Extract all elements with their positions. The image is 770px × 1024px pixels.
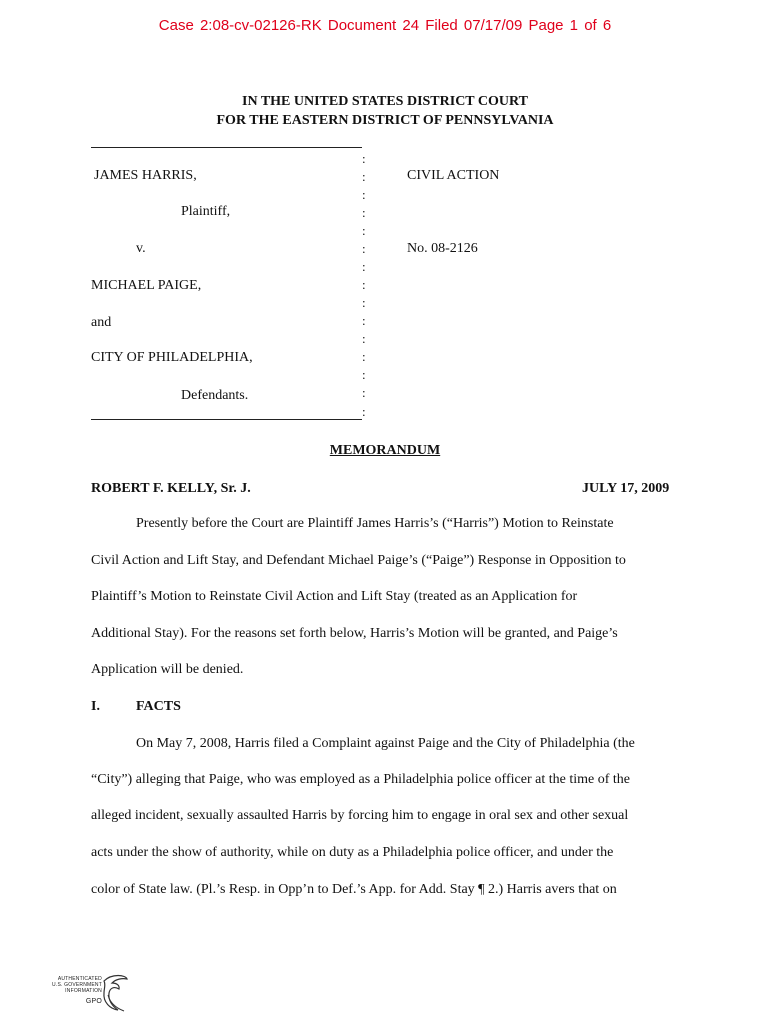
colon: : <box>362 313 366 328</box>
colon: : <box>362 295 366 310</box>
colon: : <box>362 385 366 400</box>
colon: : <box>362 241 366 256</box>
court-name-line1: IN THE UNITED STATES DISTRICT COURT <box>242 94 528 109</box>
seal-text-line: INFORMATION <box>65 988 102 994</box>
section-heading: FACTS <box>136 699 181 714</box>
paragraph-line: Plaintiff’s Motion to Reinstate Civil Action and Lift Stay (treated as an Application for <box>91 589 578 604</box>
paragraph-line: Presently before the Court are Plaintiff James Harris’s (“Harris”) Motion to Reinstate <box>136 516 614 531</box>
colon: : <box>362 187 366 202</box>
paragraph-line: Additional Stay). For the reasons set forth below, Harris’s Motion will be granted, and Paige’s <box>91 626 618 641</box>
colon: : <box>362 367 366 382</box>
caption-and: and <box>91 315 112 330</box>
case-number: No. 08-2126 <box>407 241 478 256</box>
plaintiff-name: JAMES HARRIS, <box>94 168 197 183</box>
seal-text-line: GPO <box>85 998 102 1005</box>
caption-bottom-rule <box>91 419 362 420</box>
colon: : <box>362 331 366 346</box>
paragraph-line: Civil Action and Lift Stay, and Defendant Michael Paige’s (“Paige”) Response in Opposition to <box>91 553 626 568</box>
versus: v. <box>136 241 146 256</box>
plaintiff-role: Plaintiff, <box>181 204 231 219</box>
gpo-authentication-seal <box>44 973 134 1015</box>
seal-text-line: AUTHENTICATED <box>57 976 102 982</box>
defendant-role: Defendants. <box>181 388 249 403</box>
paragraph-line: alleged incident, sexually assaulted Harris by forcing him to engage in oral sex and other sexual <box>91 808 629 823</box>
court-name-line2: FOR THE EASTERN DISTRICT OF PENNSYLVANIA <box>216 113 554 128</box>
case-header: Case 2:08-cv-02126-RK Document 24 Filed 07/17/09 Page 1 of 6 <box>158 17 612 34</box>
colon: : <box>362 404 366 419</box>
paragraph-line: Application will be denied. <box>91 662 244 677</box>
paragraph-line: color of State law. (Pl.’s Resp. in Opp’n to Def.’s App. for Add. Stay ¶ 2.) Harris avers that on <box>91 882 617 897</box>
section-number: I. <box>91 699 100 714</box>
paragraph-line: On May 7, 2008, Harris filed a Complaint against Paige and the City of Philadelphia (the <box>136 736 635 751</box>
colon: : <box>362 349 366 364</box>
paragraph-line: acts under the show of authority, while on duty as a Philadelphia police officer, and under the <box>91 845 614 860</box>
judge-name: ROBERT F. KELLY, Sr. J. <box>91 481 251 496</box>
action-type: CIVIL ACTION <box>407 168 500 183</box>
colon: : <box>362 259 366 274</box>
defendant-city: CITY OF PHILADELPHIA, <box>91 350 253 365</box>
memorandum-title: MEMORANDUM <box>329 443 441 458</box>
caption-top-rule <box>91 147 362 148</box>
paragraph-line: “City”) alleging that Paige, who was employed as a Philadelphia police officer at the time of the <box>91 772 630 787</box>
eagle-icon <box>100 973 130 1015</box>
colon: : <box>362 151 366 166</box>
seal-text-line: U.S. GOVERNMENT <box>52 982 102 988</box>
colon: : <box>362 223 366 238</box>
colon: : <box>362 169 366 184</box>
defendant-paige: MICHAEL PAIGE, <box>91 278 202 293</box>
colon: : <box>362 205 366 220</box>
opinion-date: JULY 17, 2009 <box>582 481 670 496</box>
colon: : <box>362 277 366 292</box>
